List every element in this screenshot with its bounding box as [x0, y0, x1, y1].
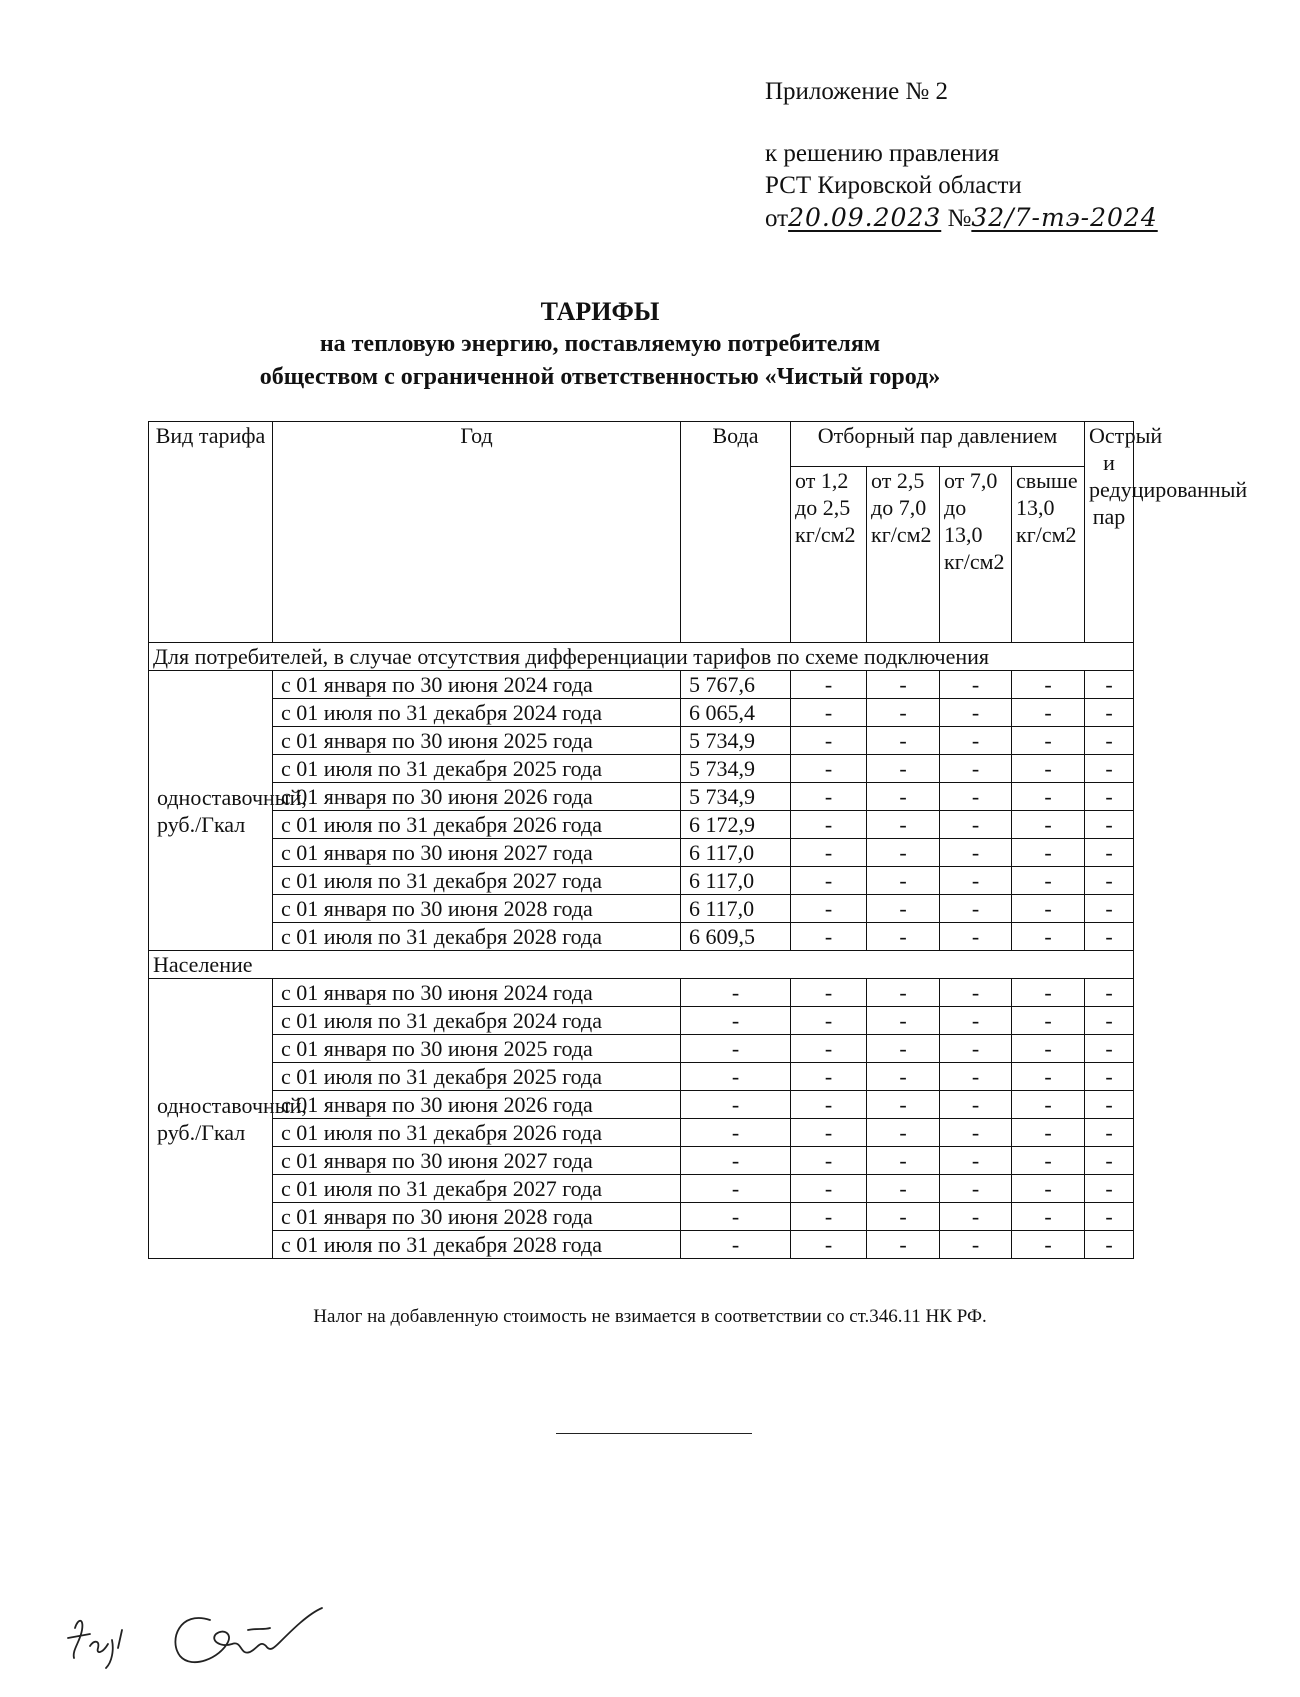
sharp-steam-value: - — [1085, 979, 1134, 1007]
steam-4-value: - — [1012, 895, 1085, 923]
handwritten-decision-number: 32/7-тэ-2024 — [971, 203, 1158, 232]
from-label: от — [765, 205, 789, 232]
water-value: - — [681, 1203, 791, 1231]
steam-3-value: - — [940, 1035, 1012, 1063]
period-cell: с 01 июля по 31 декабря 2027 года — [273, 867, 681, 895]
steam-2-value: - — [867, 1175, 940, 1203]
steam-2-value: - — [867, 671, 940, 699]
period-cell: с 01 января по 30 июня 2025 года — [273, 1035, 681, 1063]
appendix-date-line — [765, 202, 1158, 235]
steam-2-value: - — [867, 1091, 940, 1119]
header-steam-3: от 7,0 до 13,0 кг/см2 — [940, 467, 1012, 643]
table-row — [149, 979, 1134, 1007]
water-value: - — [681, 1063, 791, 1091]
period-cell: с 01 января по 30 июня 2028 года — [273, 895, 681, 923]
steam-3-value: - — [940, 783, 1012, 811]
sharp-steam-value: - — [1085, 1007, 1134, 1035]
water-value: - — [681, 979, 791, 1007]
water-value: 5 734,9 — [681, 755, 791, 783]
steam-1-value: - — [791, 1063, 867, 1091]
steam-1-value: - — [791, 923, 867, 951]
period-cell: с 01 июля по 31 декабря 2028 года — [273, 1231, 681, 1259]
table-row — [149, 811, 1134, 839]
sharp-steam-value: - — [1085, 867, 1134, 895]
period-cell: с 01 июля по 31 декабря 2026 года — [273, 1119, 681, 1147]
table-row — [149, 1175, 1134, 1203]
water-value: - — [681, 1119, 791, 1147]
steam-2-value: - — [867, 783, 940, 811]
steam-1-value: - — [791, 1203, 867, 1231]
steam-2-value: - — [867, 923, 940, 951]
water-value: 6 172,9 — [681, 811, 791, 839]
header-steam-4: свыше 13,0 кг/см2 — [1012, 467, 1085, 643]
steam-3-value: - — [940, 1007, 1012, 1035]
header-sharp-steam: Острый и редуцированный пар — [1085, 422, 1134, 643]
steam-3-value: - — [940, 1063, 1012, 1091]
appendix-header — [765, 76, 1158, 235]
sharp-steam-value: - — [1085, 1119, 1134, 1147]
steam-2-value: - — [867, 811, 940, 839]
period-cell: с 01 января по 30 июня 2028 года — [273, 1203, 681, 1231]
section-title: Для потребителей, в случае отсутствия дифференциации тарифов по схеме подключения — [149, 643, 1134, 671]
initials-signature — [68, 1621, 122, 1668]
sharp-steam-value: - — [1085, 1091, 1134, 1119]
water-value: 5 767,6 — [681, 671, 791, 699]
sharp-steam-value: - — [1085, 1063, 1134, 1091]
table-row — [149, 1147, 1134, 1175]
closing-rule — [556, 1433, 752, 1434]
title-line-3: обществом с ограниченной ответственностью «Чистый город» — [259, 364, 941, 390]
steam-4-value: - — [1012, 1035, 1085, 1063]
appendix-number: Приложение № 2 — [765, 78, 949, 105]
steam-3-value: - — [940, 755, 1012, 783]
steam-2-value: - — [867, 1231, 940, 1259]
header-year: Год — [273, 422, 681, 643]
steam-3-value: - — [940, 1175, 1012, 1203]
sharp-steam-value: - — [1085, 727, 1134, 755]
header-steam-2: от 2,5 до 7,0 кг/см2 — [867, 467, 940, 643]
steam-1-value: - — [791, 867, 867, 895]
period-cell: с 01 июля по 31 декабря 2025 года — [273, 1063, 681, 1091]
steam-3-value: - — [940, 839, 1012, 867]
steam-4-value: - — [1012, 839, 1085, 867]
steam-3-value: - — [940, 1119, 1012, 1147]
steam-3-value: - — [940, 867, 1012, 895]
sharp-steam-value: - — [1085, 895, 1134, 923]
table-row — [149, 1007, 1134, 1035]
period-cell: с 01 июля по 31 декабря 2028 года — [273, 923, 681, 951]
steam-2-value: - — [867, 1007, 940, 1035]
appendix-line-2: РСТ Кировской области — [765, 172, 1022, 199]
document-title — [0, 295, 1200, 394]
sharp-steam-value: - — [1085, 783, 1134, 811]
table-row — [149, 839, 1134, 867]
steam-4-value: - — [1012, 1175, 1085, 1203]
table-row — [149, 1203, 1134, 1231]
sharp-steam-value: - — [1085, 1231, 1134, 1259]
period-cell: с 01 июля по 31 декабря 2024 года — [273, 699, 681, 727]
period-cell: с 01 июля по 31 декабря 2026 года — [273, 811, 681, 839]
vat-note: Налог на добавленную стоимость не взимается в соответствии со ст.346.11 НК РФ. — [313, 1306, 987, 1327]
sharp-steam-value: - — [1085, 839, 1134, 867]
steam-1-value: - — [791, 811, 867, 839]
water-value: 5 734,9 — [681, 727, 791, 755]
sharp-steam-value: - — [1085, 1175, 1134, 1203]
water-value: 6 065,4 — [681, 699, 791, 727]
steam-1-value: - — [791, 979, 867, 1007]
steam-4-value: - — [1012, 923, 1085, 951]
steam-3-value: - — [940, 1147, 1012, 1175]
steam-1-value: - — [791, 783, 867, 811]
water-value: - — [681, 1035, 791, 1063]
steam-3-value: - — [940, 699, 1012, 727]
sharp-steam-value: - — [1085, 923, 1134, 951]
steam-2-value: - — [867, 979, 940, 1007]
steam-2-value: - — [867, 699, 940, 727]
sharp-steam-value: - — [1085, 671, 1134, 699]
steam-1-value: - — [791, 727, 867, 755]
period-cell: с 01 июля по 31 декабря 2027 года — [273, 1175, 681, 1203]
appendix-line-1: к решению правления — [765, 140, 1000, 167]
table-row — [149, 1063, 1134, 1091]
table-row — [149, 1035, 1134, 1063]
table-row — [149, 671, 1134, 699]
steam-3-value: - — [940, 671, 1012, 699]
steam-1-value: - — [791, 1035, 867, 1063]
water-value: - — [681, 1147, 791, 1175]
steam-4-value: - — [1012, 1063, 1085, 1091]
table-row — [149, 1119, 1134, 1147]
steam-3-value: - — [940, 1091, 1012, 1119]
steam-1-value: - — [791, 839, 867, 867]
period-cell: с 01 января по 30 июня 2025 года — [273, 727, 681, 755]
steam-3-value: - — [940, 727, 1012, 755]
steam-1-value: - — [791, 1147, 867, 1175]
table-row — [149, 699, 1134, 727]
sharp-steam-value: - — [1085, 811, 1134, 839]
steam-2-value: - — [867, 727, 940, 755]
steam-4-value: - — [1012, 1231, 1085, 1259]
steam-2-value: - — [867, 839, 940, 867]
steam-1-value: - — [791, 895, 867, 923]
steam-4-value: - — [1012, 1203, 1085, 1231]
section-title: Население — [149, 951, 1134, 979]
main-signature — [175, 1608, 322, 1662]
steam-4-value: - — [1012, 755, 1085, 783]
table-row — [149, 755, 1134, 783]
steam-3-value: - — [940, 895, 1012, 923]
steam-4-value: - — [1012, 1007, 1085, 1035]
steam-4-value: - — [1012, 1119, 1085, 1147]
sharp-steam-value: - — [1085, 699, 1134, 727]
steam-1-value: - — [791, 1007, 867, 1035]
table-row — [149, 895, 1134, 923]
steam-4-value: - — [1012, 783, 1085, 811]
signatures — [60, 1600, 360, 1680]
steam-4-value: - — [1012, 671, 1085, 699]
header-water: Вода — [681, 422, 791, 643]
steam-2-value: - — [867, 1203, 940, 1231]
table-row — [149, 1091, 1134, 1119]
steam-1-value: - — [791, 699, 867, 727]
sharp-steam-value: - — [1085, 1203, 1134, 1231]
water-value: 6 609,5 — [681, 923, 791, 951]
steam-3-value: - — [940, 923, 1012, 951]
steam-4-value: - — [1012, 1091, 1085, 1119]
sharp-steam-value: - — [1085, 755, 1134, 783]
period-cell: с 01 июля по 31 декабря 2025 года — [273, 755, 681, 783]
period-cell: с 01 января по 30 июня 2026 года — [273, 1091, 681, 1119]
steam-2-value: - — [867, 895, 940, 923]
period-cell: с 01 января по 30 июня 2026 года — [273, 783, 681, 811]
steam-1-value: - — [791, 755, 867, 783]
steam-2-value: - — [867, 755, 940, 783]
table-row — [149, 727, 1134, 755]
water-value: - — [681, 1091, 791, 1119]
number-label: № — [947, 205, 972, 232]
period-cell: с 01 января по 30 июня 2024 года — [273, 671, 681, 699]
period-cell: с 01 января по 30 июня 2027 года — [273, 1147, 681, 1175]
steam-1-value: - — [791, 1119, 867, 1147]
steam-4-value: - — [1012, 867, 1085, 895]
table-row — [149, 867, 1134, 895]
period-cell: с 01 января по 30 июня 2024 года — [273, 979, 681, 1007]
water-value: 6 117,0 — [681, 867, 791, 895]
sharp-steam-value: - — [1085, 1035, 1134, 1063]
steam-3-value: - — [940, 1203, 1012, 1231]
water-value: 6 117,0 — [681, 839, 791, 867]
steam-3-value: - — [940, 1231, 1012, 1259]
header-steam: Отборный пар давлением — [791, 422, 1085, 467]
tariff-kind: одноставочный, руб./Гкал — [149, 671, 273, 951]
period-cell: с 01 января по 30 июня 2027 года — [273, 839, 681, 867]
steam-3-value: - — [940, 811, 1012, 839]
steam-2-value: - — [867, 1035, 940, 1063]
steam-4-value: - — [1012, 811, 1085, 839]
title-line-2: на тепловую энергию, поставляемую потребителям — [319, 331, 881, 357]
steam-2-value: - — [867, 1119, 940, 1147]
steam-2-value: - — [867, 1063, 940, 1091]
water-value: - — [681, 1231, 791, 1259]
steam-2-value: - — [867, 1147, 940, 1175]
table-row — [149, 923, 1134, 951]
table-row — [149, 1231, 1134, 1259]
steam-1-value: - — [791, 1091, 867, 1119]
table-row — [149, 783, 1134, 811]
header-type: Вид тарифа — [149, 422, 273, 643]
steam-3-value: - — [940, 979, 1012, 1007]
period-cell: с 01 июля по 31 декабря 2024 года — [273, 1007, 681, 1035]
water-value: 6 117,0 — [681, 895, 791, 923]
header-steam-1: от 1,2 до 2,5 кг/см2 — [791, 467, 867, 643]
tariff-kind: одноставочный, руб./Гкал — [149, 979, 273, 1259]
tariffs-table — [148, 421, 1248, 1259]
water-value: 5 734,9 — [681, 783, 791, 811]
water-value: - — [681, 1007, 791, 1035]
steam-1-value: - — [791, 671, 867, 699]
steam-4-value: - — [1012, 699, 1085, 727]
title-main: ТАРИФЫ — [540, 297, 660, 326]
sharp-steam-value: - — [1085, 1147, 1134, 1175]
steam-2-value: - — [867, 867, 940, 895]
steam-4-value: - — [1012, 1147, 1085, 1175]
steam-4-value: - — [1012, 979, 1085, 1007]
steam-1-value: - — [791, 1175, 867, 1203]
water-value: - — [681, 1175, 791, 1203]
steam-4-value: - — [1012, 727, 1085, 755]
handwritten-date: 20.09.2023 — [788, 203, 942, 232]
steam-1-value: - — [791, 1231, 867, 1259]
